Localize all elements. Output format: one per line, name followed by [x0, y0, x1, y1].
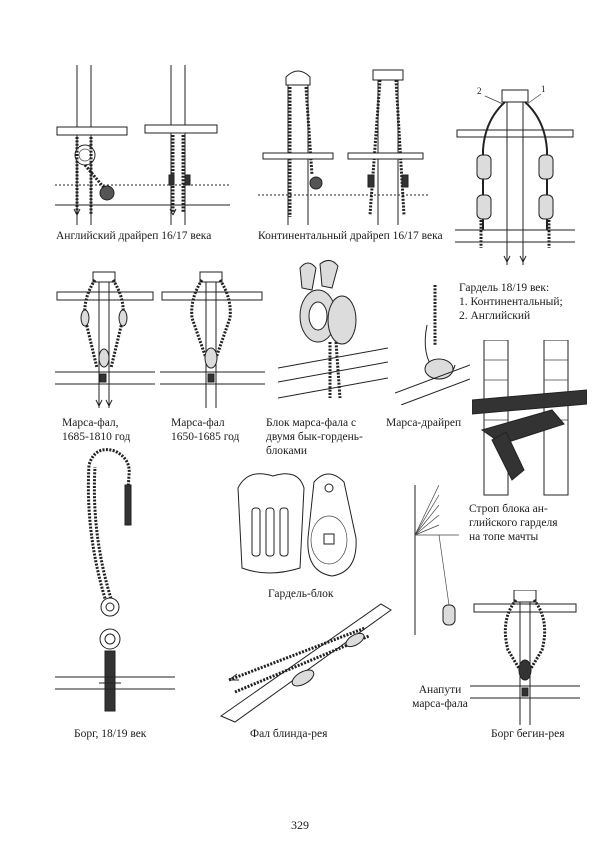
continental-drayrep-illustration [258, 65, 428, 230]
gardel-illustration [455, 80, 575, 265]
continental-drayrep-caption: Континентальный драйреп 16/17 века [258, 230, 443, 242]
marsa-fal-1685-caption [62, 416, 152, 444]
gardel-caption [459, 281, 589, 323]
borg-18-19-illustration [55, 445, 175, 725]
fal-blinda-reya-illustration [215, 600, 395, 725]
block-marsa-fal-caption-line-1: Блок марса-фала с [266, 417, 357, 429]
gardel-caption-line-2: 1. Континентальный; [459, 296, 563, 308]
gardel-marker-1: 1 [541, 84, 546, 94]
gardel-caption-line-1: Гардель 18/19 век: [459, 282, 550, 294]
marsa-fal-1685-caption-line-2: 1685-1810 год [62, 431, 131, 443]
block-marsa-fal-illustration [278, 258, 388, 410]
fal-blinda-reya-caption: Фал блинда-рея [250, 728, 328, 740]
strop-block-caption-line-3: на топе мачты [469, 531, 539, 543]
marsa-fal-1650-caption [171, 416, 261, 444]
block-marsa-fal-caption-line-2: двумя бык-гордень- [266, 431, 363, 443]
english-drayrep-illustration [55, 65, 230, 230]
borg-18-19-caption: Борг, 18/19 век [74, 728, 147, 740]
block-marsa-fal-caption [266, 416, 386, 458]
marsa-fal-1650-caption-line-2: 1650-1685 год [171, 431, 240, 443]
strop-block-caption [469, 502, 589, 544]
anaputi-caption-line-1: Анапути [418, 684, 462, 696]
gardel-block-caption: Гардель-блок [268, 588, 334, 600]
block-marsa-fal-caption-line-3: блоками [266, 445, 308, 457]
anaputi-caption-line-2: марса-фала [412, 698, 468, 710]
anaputi-caption [400, 683, 480, 711]
borg-begin-reya-caption: Борг бегин-рея [491, 728, 565, 740]
marsa-fal-1685-illustration [55, 268, 155, 408]
marsa-fal-1685-caption-line-1: Марса-фал, [62, 417, 119, 429]
page-number: 329 [291, 818, 309, 832]
gardel-marker-2: 2 [477, 86, 482, 96]
borg-begin-reya-illustration [470, 590, 580, 725]
marsa-fal-1650-illustration [160, 268, 265, 408]
gardel-block-illustration [228, 468, 368, 583]
anaputi-illustration [405, 485, 465, 635]
gardel-caption-line-3: 2. Английский [459, 310, 531, 322]
english-drayrep-caption: Английский драйреп 16/17 века [56, 230, 212, 242]
strop-block-caption-line-1: Строп блока ан- [469, 503, 548, 515]
marsa-drayrep-caption: Марса-драйреп [386, 417, 462, 429]
strop-block-caption-line-2: глийского гарделя [469, 517, 558, 529]
marsa-fal-1650-caption-line-1: Марса-фал [171, 417, 225, 429]
marsa-drayrep-illustration [395, 285, 470, 405]
strop-block-illustration [472, 340, 587, 500]
